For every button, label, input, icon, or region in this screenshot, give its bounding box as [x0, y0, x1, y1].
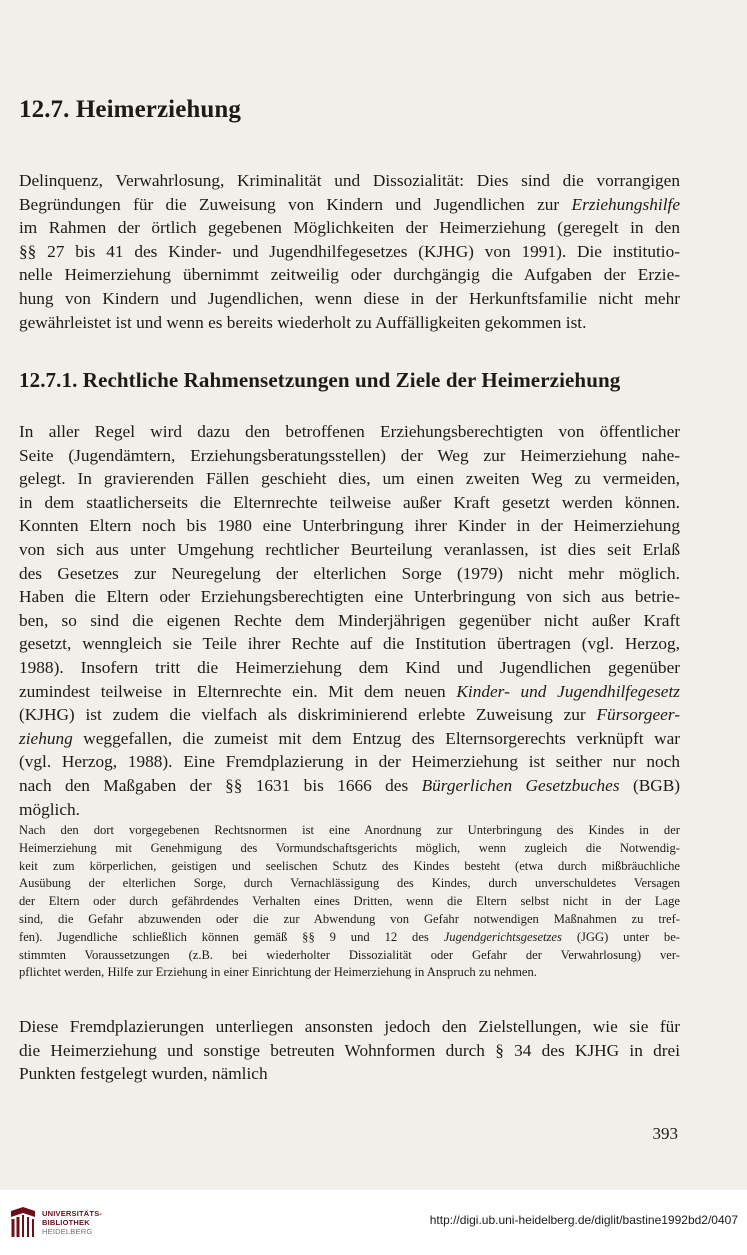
text-line: [19, 538, 680, 562]
italic-text: Kinder- und Jugendhilfegesetz: [456, 681, 681, 701]
intro-paragraph: [19, 169, 680, 334]
text-run: nelle Heimerziehung übernimmt zeitweilig oder durchgängig die Aufgaben der Erzie-: [19, 265, 680, 285]
logo-line-3: HEIDELBERG: [42, 1227, 93, 1236]
text-run: die Heimerziehung und sonstige betreuten Wohnformen durch § 34 des KJHG in drei: [19, 1040, 680, 1060]
text-run: §§ 27 bis 41 des Kinder- und Jugendhilfegesetzes (KJHG) von 1991). Die institutio-: [19, 241, 680, 261]
text-line: [19, 263, 680, 287]
italic-text: Bürgerlichen Gesetzbuches: [421, 775, 620, 795]
text-line: [19, 727, 680, 751]
text-line: [19, 822, 680, 840]
text-line: [19, 750, 680, 774]
text-line: [19, 774, 680, 798]
text-line: [19, 840, 680, 858]
italic-text: Erziehungshilfe: [571, 194, 680, 214]
text-line: [19, 964, 680, 982]
text-run: Nach den dort vorgegebenen Rechtsnormen ist eine Anordnung zur Unterbringung des Kindes in der: [19, 823, 680, 837]
text-line: [19, 929, 680, 947]
text-line: [19, 216, 680, 240]
text-run: nach den Maßgaben der §§ 1631 bis 1666 des: [19, 775, 422, 795]
text-line: [19, 911, 680, 929]
page-number: 393: [652, 1124, 678, 1143]
text-line: [19, 1039, 680, 1063]
text-run: Konnten Eltern noch bis 1980 eine Unterbringung ihrer Kinder in der Heimerziehung: [19, 516, 680, 536]
italic-text: Fürsorgeer-: [596, 705, 680, 725]
text-line: [19, 858, 680, 876]
text-line: [19, 444, 680, 468]
text-run: stimmten Voraussetzungen (z.B. bei wiederholter Dissozialität oder Gefahr der Verwahrlosung) ver-: [19, 947, 680, 962]
text-line: [19, 703, 680, 727]
text-run: Haben die Eltern oder Erziehungsberechtigten eine Unterbringung von sich aus betrie-: [19, 587, 680, 607]
text-line: [19, 632, 680, 656]
text-run: des Gesetzes zur Neuregelung der elterlichen Sorge (1979) nicht mehr möglich.: [19, 563, 680, 583]
section-heading: 12.7. Heimerziehung: [19, 96, 242, 123]
text-run: im Rahmen der örtlich gegebenen Möglichkeiten der Heimerziehung (geregelt in den: [19, 218, 680, 238]
text-line: [19, 656, 680, 680]
text-line: [19, 287, 680, 311]
text-line: [19, 169, 680, 193]
text-run: (BGB): [619, 775, 680, 795]
text-line: [19, 491, 680, 515]
logo-line-2: BIBLIOTHEK: [42, 1218, 90, 1227]
text-run: Punkten festgelegt wurden, nämlich: [19, 1064, 268, 1084]
legal-framework-paragraph: [19, 420, 680, 821]
logo-line-1: UNIVERSITÄTS-: [42, 1209, 103, 1218]
library-footer: [0, 1190, 747, 1255]
source-url-link[interactable]: http://digi.ub.uni-heidelberg.de/diglit/bastine1992bd2/0407: [429, 1213, 738, 1227]
text-run: (vgl. Herzog, 1988). Eine Fremdplazierung in der Heimerziehung ist seither nur noch: [19, 752, 680, 772]
library-logo-icon: [8, 1205, 38, 1239]
text-line: [19, 193, 680, 217]
text-run: Heimerziehung mit Genehmigung des Vormundschaftsgerichts möglich, wenn zugleich die Notwendig-: [19, 840, 680, 855]
text-run: Begründungen für die Zuweisung von Kindern und Jugendlichen zur: [19, 194, 572, 214]
small-print-paragraph: [19, 822, 680, 982]
text-line: [19, 1015, 680, 1039]
text-run: In aller Regel wird dazu den betroffenen Erziehungsberechtigten von öffentlicher: [19, 422, 680, 441]
text-line: [19, 562, 680, 586]
text-run: in dem staatlicherseits die Elternrechte teilweise außer Kraft gesetzt werden können.: [19, 492, 680, 512]
text-line: [19, 947, 680, 965]
text-run: Delinquenz, Verwahrlosung, Kriminalität und Dissozialität: Dies sind die vorrangigen: [19, 171, 680, 190]
text-run: möglich.: [19, 799, 80, 819]
text-run: 1988). Insofern tritt die Heimerziehung dem Kind und Jugendlichen gegenüber: [19, 657, 680, 677]
text-run: sind, die Gefahr abzuwenden oder die zur Abwendung von Gefahr notwendigen Maßnahmen zu tref-: [19, 911, 680, 926]
text-run: der Eltern oder durch gefährdendes Verhalten eines Dritten, wenn die Eltern selbst nicht in der Lage: [19, 894, 680, 909]
text-run: gelegt. In gravierenden Fällen geschieht dies, um einen zweiten Weg zu vermeiden,: [19, 469, 680, 489]
text-line: [19, 467, 680, 491]
text-line: [19, 1062, 680, 1086]
text-run: (KJHG) ist zudem die vielfach als diskriminierend erlebte Zuweisung zur: [19, 705, 597, 725]
text-run: fen). Jugendliche schließlich können gemäß §§ 9 und 12 des: [19, 929, 444, 944]
text-line: [19, 893, 680, 911]
text-run: Diese Fremdplazierungen unterliegen ansonsten jedoch den Zielstellungen, wie sie für: [19, 1017, 680, 1036]
text-run: gewährleistet ist und wenn es bereits wiederholt zu Auffälligkeiten gekommen ist.: [19, 312, 587, 332]
text-run: ben, so sind die eigenen Rechte dem Minderjährigen gegenüber nicht außer Kraft: [19, 610, 680, 630]
italic-text: ziehung: [19, 728, 73, 748]
text-run: gesetzt, wenngleich sie Teile ihrer Rechte auf die Institution übertragen (vgl. Herzog,: [19, 634, 680, 654]
text-run: Ausübung der elterlichen Sorge, durch Vernachlässigung des Kindes, durch unverschuldetes Versagen: [19, 876, 680, 891]
text-run: weggefallen, die zumeist mit dem Entzug des Elternsorgerechts verknüpft war: [72, 728, 680, 748]
library-logo-text: [42, 1209, 102, 1236]
text-run: keit zum körperlichen, geistigen und seelischen Schutz des Kindes besteht (etwa durch mißbräuchliche: [19, 858, 680, 873]
text-run: von sich aus unter Umgehung rechtlicher Beurteilung veranlassen, ist dies seit Erlaß: [19, 539, 680, 559]
text-line: [19, 798, 680, 822]
italic-text: Jugendgerichtsgesetzes: [443, 929, 562, 944]
text-run: pflichtet werden, Hilfe zur Erziehung in einer Einrichtung der Heimerziehung in Anspruch zu nehmen.: [19, 965, 537, 980]
text-run: Seite (Jugendämtern, Erziehungsberatungsstellen) der Weg zur Heimerziehung nahe-: [19, 445, 680, 465]
text-run: (JGG) unter be-: [561, 929, 681, 944]
text-line: [19, 609, 680, 633]
text-line: [19, 680, 680, 704]
closing-paragraph: [19, 1015, 680, 1086]
subsection-heading: 12.7.1. Rechtliche Rahmensetzungen und Ziele der Heimerziehung: [19, 368, 621, 392]
text-line: [19, 585, 680, 609]
text-line: [19, 420, 680, 444]
text-line: [19, 875, 680, 893]
text-line: [19, 514, 680, 538]
text-line: [19, 311, 680, 335]
text-line: [19, 240, 680, 264]
text-run: hung von Kindern und Jugendlichen, wenn diese in der Herkunftsfamilie nicht mehr: [19, 288, 680, 308]
text-run: zumindest teilweise in Elternrechte ein. Mit dem neuen: [19, 681, 457, 701]
